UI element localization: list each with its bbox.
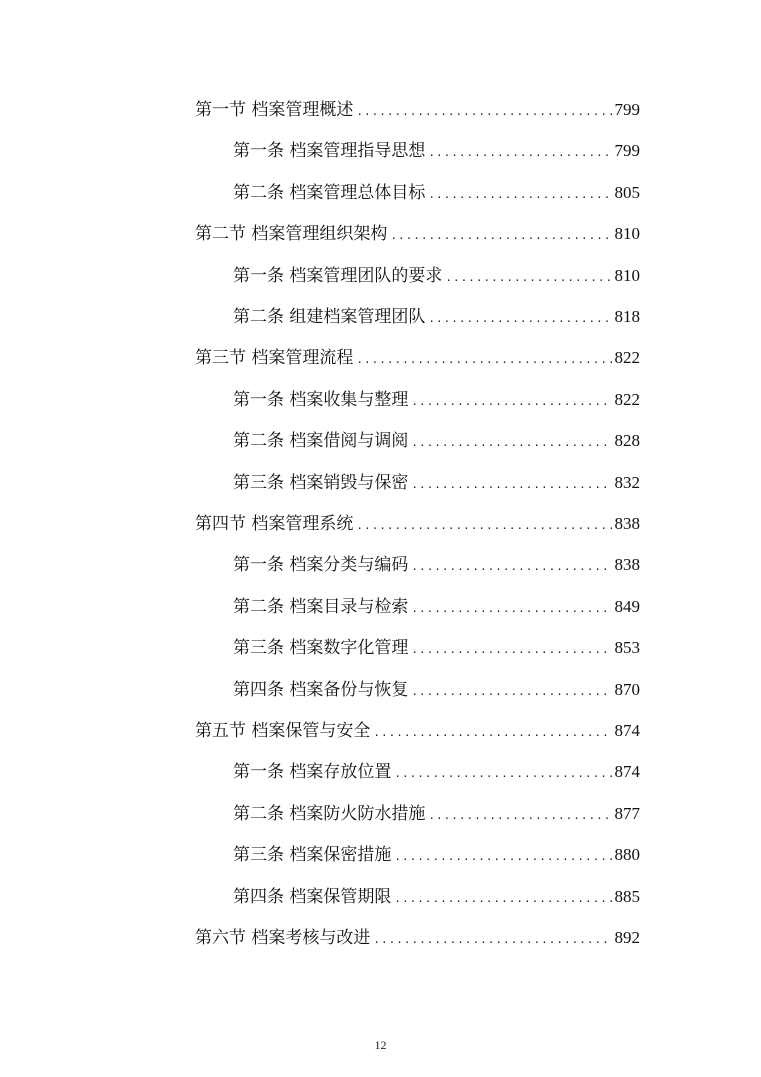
toc-leader-dots [411,470,611,500]
toc-entry-page: 799 [614,141,640,160]
toc-entry-page: 818 [614,307,640,326]
toc-leader-dots [411,677,611,707]
toc-entry-label: 第一条 档案管理团队的要求 [233,266,443,286]
toc-entry-page: 838 [614,514,640,533]
toc-entry-label: 第三条 档案保密措施 [233,845,392,865]
toc-entry-label: 第一条 档案收集与整理 [233,390,409,410]
toc-leader-dots [428,304,611,334]
toc-entry-label: 第四条 档案保管期限 [233,887,392,907]
toc-entry-page: 838 [614,555,640,574]
toc-section-entry[interactable] [195,509,640,539]
toc-entry-label: 第四节 档案管理系统 [195,514,354,534]
toc-leader-dots [373,925,611,955]
toc-leader-dots [394,884,611,914]
toc-article-entry[interactable] [233,178,640,208]
toc-entry-page: 885 [614,887,640,906]
toc-entry-page: 832 [614,473,640,492]
toc-article-entry[interactable] [233,633,640,663]
toc-entry-page: 822 [614,390,640,409]
toc-section-entry[interactable] [195,716,640,746]
toc-leader-dots [356,97,611,127]
toc-section-entry[interactable] [195,95,640,125]
toc-leader-dots [356,511,611,541]
toc-leader-dots [394,842,611,872]
toc-entry-label: 第二条 档案目录与检索 [233,597,409,617]
toc-entry-page: 805 [614,183,640,202]
page-number: 12 [374,1038,387,1052]
toc-article-entry[interactable] [233,550,640,580]
toc-entry-label: 第三条 档案销毁与保密 [233,473,409,493]
toc-article-entry[interactable] [233,799,640,829]
toc-entry-page: 828 [614,431,640,450]
toc-entry-page: 810 [614,224,640,243]
toc-leader-dots [445,263,611,293]
toc-leader-dots [373,718,611,748]
toc-entry-page: 870 [614,680,640,699]
toc-entry-label: 第六节 档案考核与改进 [195,928,371,948]
toc-leader-dots [428,801,611,831]
toc-leader-dots [411,552,611,582]
toc-entry-page: 822 [614,348,640,367]
toc-article-entry[interactable] [233,261,640,291]
toc-article-entry[interactable] [233,302,640,332]
toc-entry-label: 第五节 档案保管与安全 [195,721,371,741]
toc-leader-dots [394,759,611,789]
toc-entry-page: 874 [614,721,640,740]
toc-leader-dots [428,138,611,168]
toc-article-entry[interactable] [233,882,640,912]
toc-leader-dots [411,387,611,417]
toc-entry-page: 874 [614,762,640,781]
toc-section-entry[interactable] [195,219,640,249]
toc-leader-dots [411,428,611,458]
toc-section-entry[interactable] [195,343,640,373]
toc-leader-dots [411,594,611,624]
toc-article-entry[interactable] [233,757,640,787]
toc-leader-dots [411,635,611,665]
toc-entry-page: 880 [614,845,640,864]
toc-entry-label: 第二条 组建档案管理团队 [233,307,426,327]
toc-leader-dots [390,221,611,251]
toc-entry-label: 第二条 档案管理总体目标 [233,183,426,203]
toc-leader-dots [356,345,611,375]
toc-article-entry[interactable] [233,426,640,456]
toc-entry-page: 853 [614,638,640,657]
toc-article-entry[interactable] [233,675,640,705]
toc-article-entry[interactable] [233,468,640,498]
toc-entry-label: 第一节 档案管理概述 [195,100,354,120]
toc-article-entry[interactable] [233,385,640,415]
toc-entry-label: 第三条 档案数字化管理 [233,638,409,658]
toc-article-entry[interactable] [233,136,640,166]
toc-entry-label: 第三节 档案管理流程 [195,348,354,368]
toc-entry-page: 892 [614,928,640,947]
toc-entry-label: 第一条 档案管理指导思想 [233,141,426,161]
toc-leader-dots [428,180,611,210]
toc-entry-label: 第一条 档案存放位置 [233,762,392,782]
toc-entry-page: 810 [614,266,640,285]
toc-section-entry[interactable] [195,923,640,953]
toc-entry-page: 799 [614,100,640,119]
toc-article-entry[interactable] [233,592,640,622]
toc-entry-label: 第二条 档案防火防水措施 [233,804,426,824]
toc-entry-label: 第四条 档案备份与恢复 [233,680,409,700]
toc-entry-label: 第一条 档案分类与编码 [233,555,409,575]
toc-entry-label: 第二条 档案借阅与调阅 [233,431,409,451]
toc-entry-label: 第二节 档案管理组织架构 [195,224,388,244]
toc-entry-page: 877 [614,804,640,823]
toc-entry-page: 849 [614,597,640,616]
toc-article-entry[interactable] [233,840,640,870]
